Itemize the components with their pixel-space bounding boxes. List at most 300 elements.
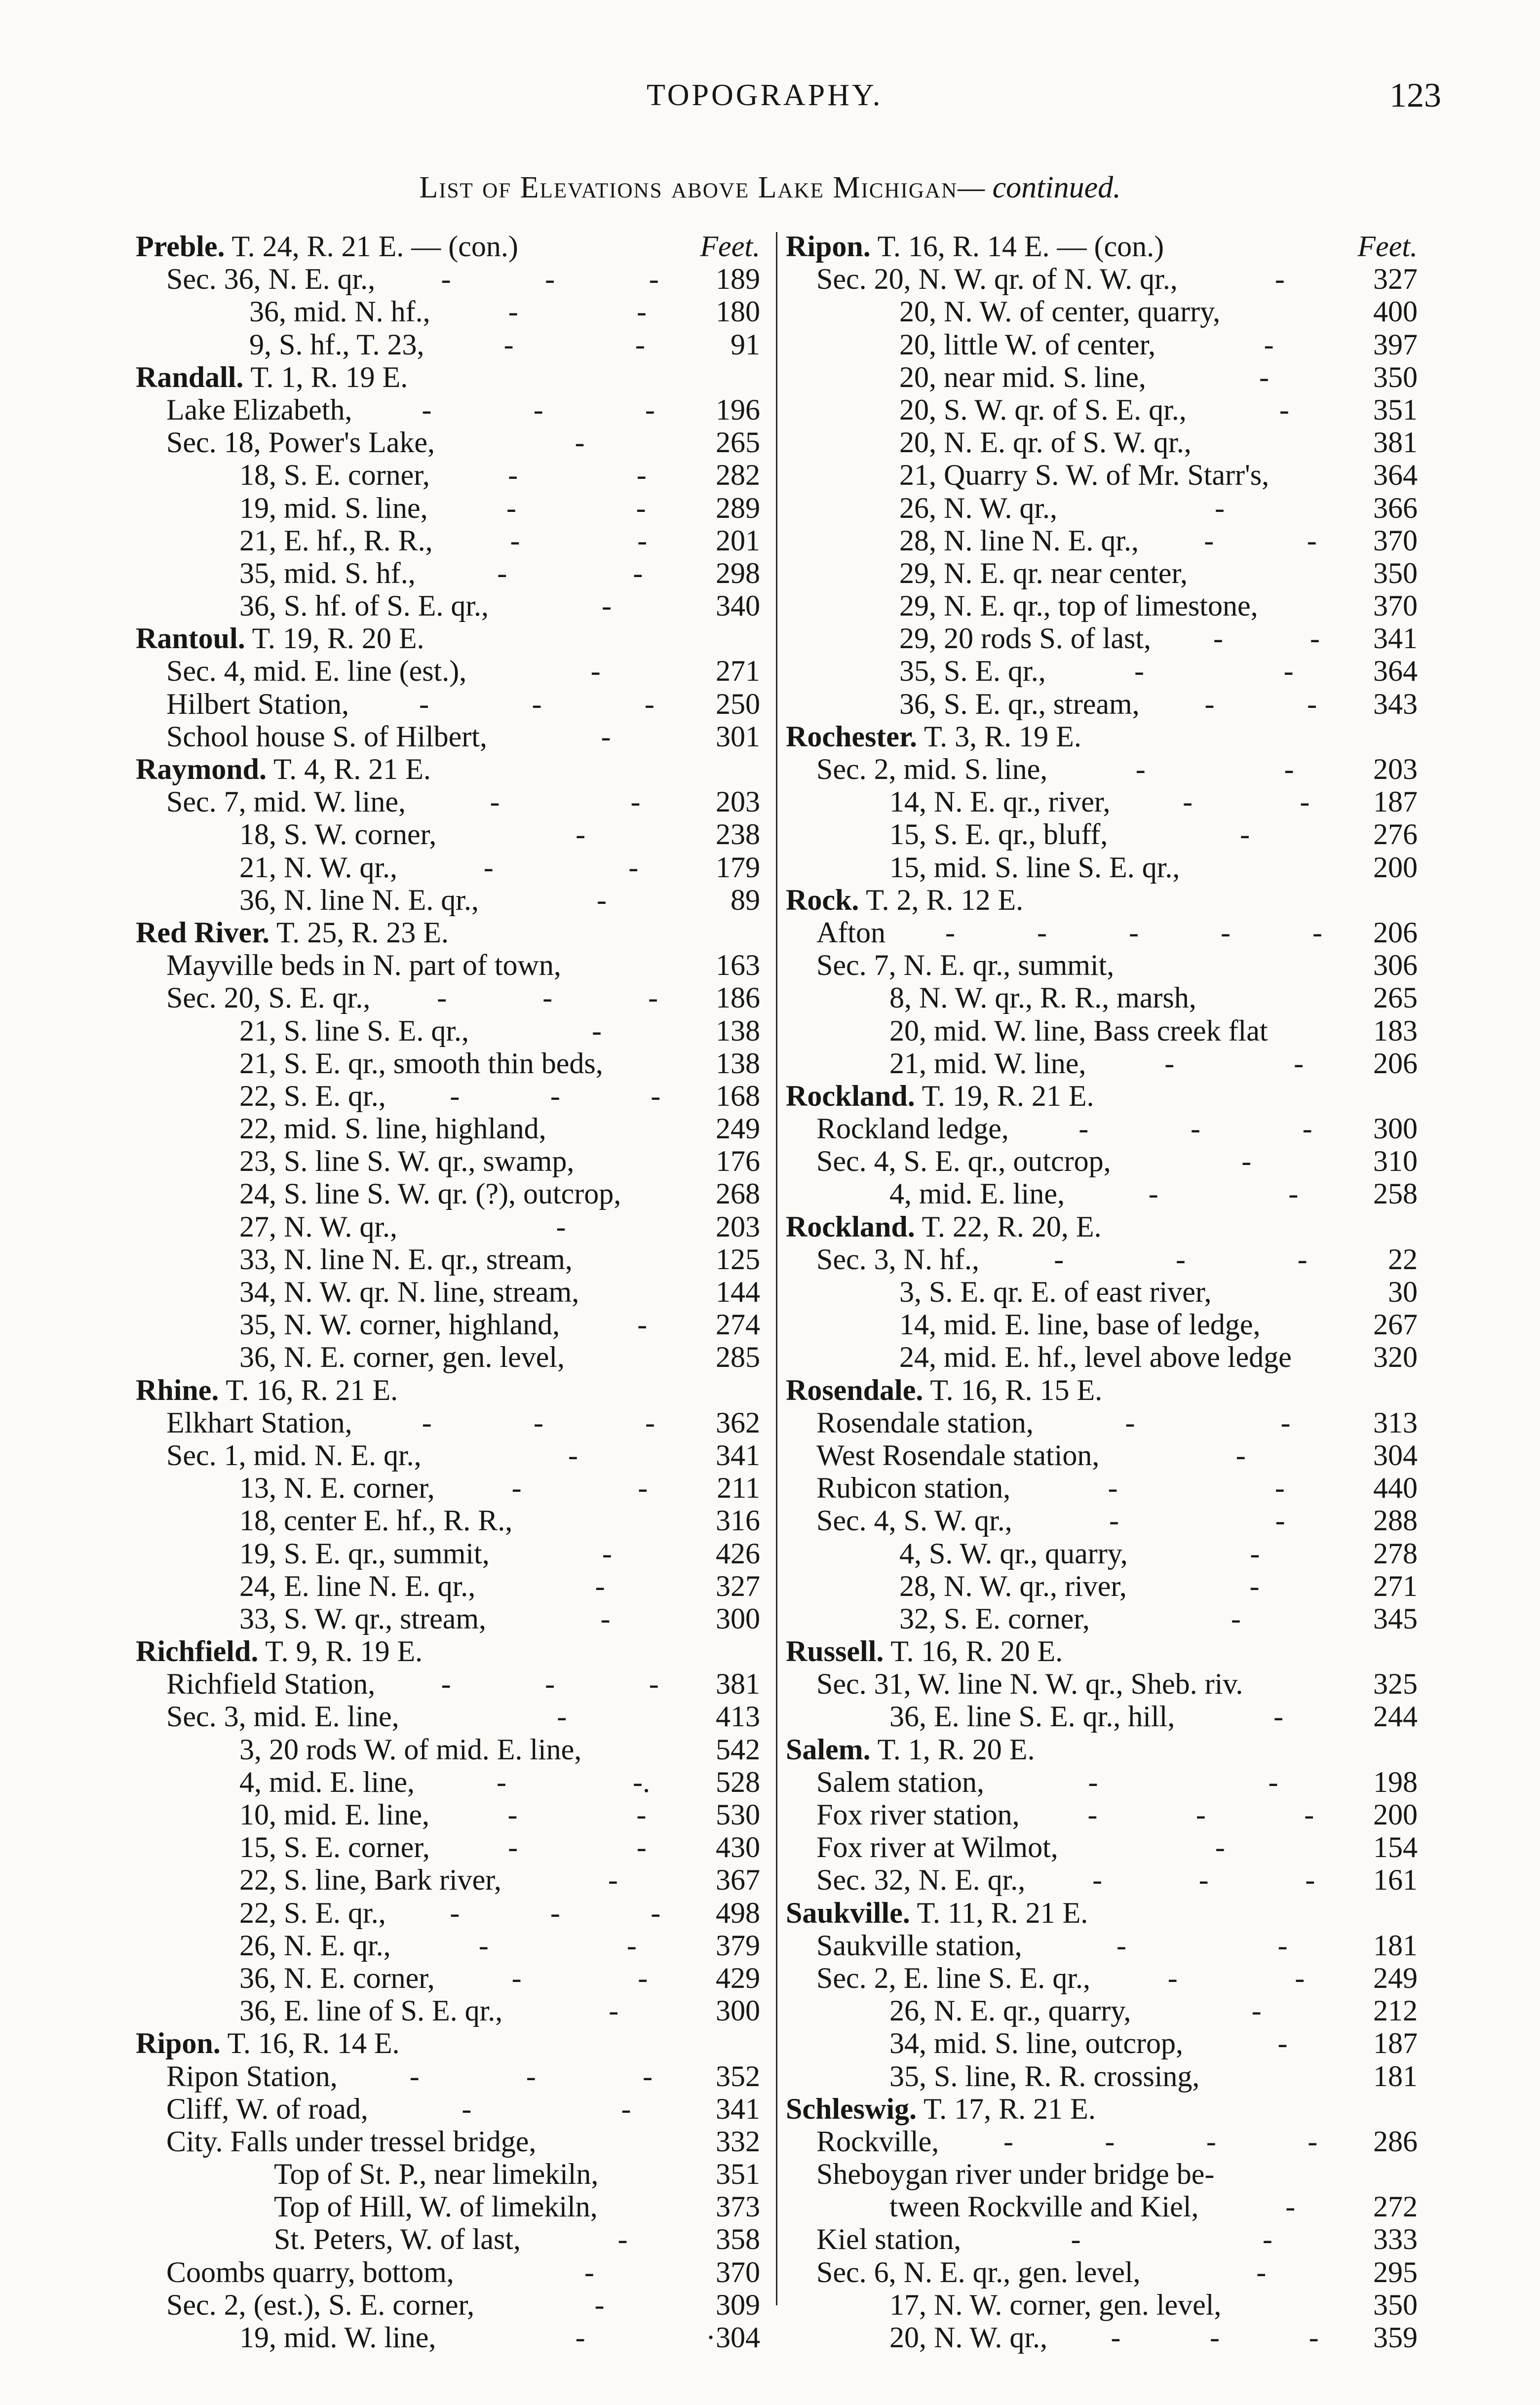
elevation-entry-row [786, 753, 1418, 785]
leader-dash: - [636, 1831, 647, 1864]
location-description: Saukville station, [816, 1929, 1022, 1962]
place-heading [786, 1635, 1063, 1668]
location-description: 28, N. W. qr., river, [899, 1569, 1127, 1602]
elevation-value: 187 [1373, 2027, 1418, 2060]
page-number: 123 [1389, 77, 1441, 115]
elevation-value: 286 [1373, 2125, 1418, 2158]
leader-dash: - [645, 393, 655, 426]
location-description: Rubicon station, [816, 1472, 1011, 1505]
elevation-entry-row [136, 884, 760, 916]
elevation-value: 285 [716, 1341, 760, 1374]
elevation-entry-row [786, 1341, 1418, 1373]
leader-dash: - [1167, 1961, 1178, 1994]
township-range: T. 16, R. 21 E. [219, 1373, 398, 1406]
elevation-value: 267 [1373, 1308, 1418, 1341]
location-description: 9, S. hf., T. 23, [249, 328, 424, 361]
elevation-value: 289 [716, 491, 760, 524]
leader-dash: - [1295, 1961, 1305, 1994]
elevation-value: 212 [1373, 1994, 1418, 2027]
leader-dash: - [576, 818, 586, 851]
leader-dash: - [1215, 491, 1225, 524]
leader-dash: - [617, 2223, 628, 2256]
location-description: 33, S. W. qr., stream, [239, 1602, 487, 1635]
elevation-value: 249 [716, 1112, 760, 1145]
leader-dash: - [592, 1014, 602, 1047]
leader-dash: - [542, 981, 553, 1014]
elevation-value: 352 [716, 2059, 760, 2093]
left-column [136, 230, 760, 2354]
leader-dash: - [1288, 1177, 1299, 1210]
place-heading [786, 1374, 1102, 1406]
location-description: 15, mid. S. line S. E. qr., [889, 851, 1180, 884]
township-range: T. 16, R. 15 E. [923, 1373, 1103, 1406]
location-description: 14, mid. E. line, base of ledge, [899, 1308, 1261, 1341]
place-name: Red River. [136, 916, 270, 949]
elevation-entry-row [786, 1177, 1418, 1210]
elevation-value: 271 [1373, 1569, 1418, 1602]
place-heading-row [136, 916, 760, 949]
elevation-entry-row [136, 1700, 760, 1733]
elevation-value: 400 [1373, 295, 1418, 328]
leader-dash: - [550, 1079, 560, 1112]
elevation-entry-row [136, 1243, 760, 1276]
leader-dash: - [1175, 1242, 1186, 1276]
elevation-value: 341 [716, 1438, 760, 1472]
elevation-value: 181 [1373, 2059, 1418, 2093]
leader-dash: - [651, 1896, 661, 1929]
leader-dash: - [1304, 1798, 1314, 1831]
leader-dash: - [533, 1406, 543, 1439]
elevation-value: 320 [1373, 1341, 1418, 1374]
elevation-value: 30 [1388, 1276, 1418, 1308]
leader-dash: - [1249, 1569, 1260, 1602]
leader-dash: - [1054, 1242, 1064, 1276]
elevation-entry-row [136, 263, 760, 295]
leader-dash: - [1264, 328, 1274, 361]
leader-dash: - [642, 2059, 653, 2093]
elevation-entry-row [786, 916, 1418, 949]
elevation-entry-row [786, 2158, 1418, 2190]
leader-dash: - [507, 1798, 518, 1831]
elevation-value: 429 [716, 1961, 760, 1994]
elevation-entry-row [136, 1439, 760, 1472]
elevation-entry-row [136, 1504, 760, 1537]
elevation-entry-row [136, 1276, 760, 1308]
elevation-entry-row [136, 1210, 760, 1243]
elevation-value: 180 [716, 295, 760, 328]
elevation-entry-row [786, 1766, 1418, 1798]
location-description: 26, N. E. qr., [239, 1929, 391, 1962]
leader-dash: - [1109, 1504, 1119, 1537]
elevation-entry-row [786, 1929, 1418, 1962]
location-description: Kiel station, [816, 2223, 962, 2256]
elevation-value: 332 [716, 2125, 760, 2158]
leader-dash: - [422, 1406, 432, 1439]
leader-dash: - [409, 2059, 420, 2093]
elevation-value: 364 [1373, 655, 1418, 688]
elevation-value: 176 [716, 1145, 760, 1178]
elevation-entry-row [136, 1472, 760, 1504]
leader-dash: - [1241, 1145, 1252, 1178]
place-heading-row [786, 1733, 1418, 1766]
leader-dash: - [638, 1961, 648, 1994]
elevation-value: 203 [716, 785, 760, 818]
location-description: 19, S. E. qr., summit, [239, 1537, 490, 1570]
elevation-entry-row [136, 393, 760, 426]
location-description: Sec. 1, mid. N. E. qr., [166, 1438, 422, 1472]
place-heading-row [786, 1374, 1418, 1406]
elevation-value: 300 [716, 1602, 760, 1635]
elevation-value: 196 [716, 393, 760, 426]
elevation-value: 198 [1373, 1765, 1418, 1798]
elevation-entry-row [136, 818, 760, 851]
leader-dash: - [1277, 1929, 1288, 1962]
place-heading [786, 1897, 1088, 1929]
leader-dash: - [1108, 1472, 1118, 1505]
place-name: Schleswig. [786, 2092, 917, 2125]
elevation-entry-row [136, 1897, 760, 1929]
leader-dash: - [594, 2288, 605, 2321]
place-heading [786, 2093, 1096, 2125]
elevation-value: 359 [1373, 2321, 1418, 2354]
elevation-value: 278 [1373, 1537, 1418, 1570]
elevation-entry-row [786, 2027, 1418, 2059]
location-description: 23, S. line S. W. qr., swamp, [239, 1145, 575, 1178]
leader-dash: - [1204, 524, 1214, 557]
place-heading [136, 230, 518, 263]
leader-dash: - [1262, 2223, 1272, 2256]
elevation-entry-row [136, 949, 760, 981]
location-description: 22, S. E. qr., [239, 1079, 386, 1112]
location-description: 20, little W. of center, [899, 328, 1156, 361]
leader-dash: - [1078, 1112, 1089, 1145]
elevation-value: 327 [716, 1569, 760, 1602]
location-description: Sec. 2, (est.), S. E. corner, [166, 2288, 475, 2321]
location-description: 26, N. W. qr., [899, 491, 1058, 524]
elevation-entry-row [136, 2158, 760, 2190]
elevation-entry-row [136, 1406, 760, 1439]
location-description: 22, S. line, Bark river, [239, 1863, 501, 1897]
leader-dash: - [635, 328, 645, 361]
elevation-value: 250 [716, 687, 760, 720]
elevation-entry-row [786, 818, 1418, 851]
elevation-value: 530 [716, 1798, 760, 1831]
location-description: 35, S. E. qr., [899, 655, 1046, 688]
leader-dash: - [636, 459, 647, 492]
location-description: Afton [816, 916, 886, 949]
elevation-entry-row [136, 1602, 760, 1635]
elevation-value: 364 [1373, 459, 1418, 492]
elevation-value: ·304 [706, 2321, 760, 2354]
leader-dash: - [1235, 1438, 1246, 1472]
location-description: 36, N. E. corner, [239, 1961, 435, 1994]
elevation-entry-row [786, 492, 1418, 524]
location-description: Rockville, [816, 2125, 939, 2158]
leader-dash: - [637, 524, 648, 557]
elevation-value: 310 [1373, 1145, 1418, 1178]
leader-dash: - [621, 2092, 631, 2125]
leader-dash: - [1284, 753, 1294, 785]
elevation-entry-row [786, 688, 1418, 720]
leader-dash: - [1003, 2125, 1013, 2158]
location-description: 21, S. E. qr., smooth thin beds, [239, 1047, 603, 1080]
elevation-value: 362 [716, 1406, 760, 1439]
location-description: Fox river station, [816, 1798, 1020, 1831]
leader-dash: - [550, 1896, 560, 1929]
location-description: 20, N. E. qr. of S. W. qr., [899, 426, 1192, 459]
location-description: 24, E. line N. E. qr., [239, 1569, 476, 1602]
elevation-entry-row [136, 328, 760, 361]
elevation-entry-row [136, 1080, 760, 1112]
elevation-value: 206 [1373, 916, 1418, 949]
leader-dash: - [645, 1406, 655, 1439]
elevation-value: 351 [1373, 393, 1418, 426]
location-description: 21, N. W. qr., [239, 851, 398, 884]
place-name: Randall. [136, 360, 244, 393]
elevation-entry-row [786, 1831, 1418, 1863]
elevation-entry-row [786, 459, 1418, 491]
leader-dash: - [590, 655, 601, 688]
leader-dash: - [636, 491, 646, 524]
location-description: 21, mid. W. line, [889, 1047, 1086, 1080]
leader-dash: - [649, 263, 659, 296]
location-description: Elkhart Station, [166, 1406, 352, 1439]
elevation-value: 144 [716, 1276, 760, 1308]
location-description: 10, mid. E. line, [239, 1798, 429, 1831]
place-heading-row [786, 1080, 1418, 1112]
location-description: City. Falls under tressel bridge, [166, 2125, 537, 2158]
elevation-entry-row [136, 589, 760, 622]
elevation-entry-row [786, 1406, 1418, 1439]
elevation-entry-row [136, 851, 760, 884]
place-heading [136, 361, 408, 393]
running-title: TOPOGRAPHY. [647, 78, 883, 112]
place-name: Russell. [786, 1635, 884, 1668]
elevation-entry-row [786, 1112, 1418, 1145]
leader-dash: - [1277, 2027, 1288, 2060]
location-description: Top of Hill, W. of limekiln, [274, 2190, 598, 2223]
elevation-value: 265 [716, 426, 760, 459]
leader-dash: - [1307, 524, 1317, 557]
location-description: Sec. 7, N. E. qr., summit, [816, 949, 1115, 982]
location-description: 36, E. line of S. E. qr., [239, 1994, 503, 2027]
location-description: 4, S. W. qr., quarry, [899, 1537, 1128, 1570]
place-name: Rosendale. [786, 1373, 924, 1406]
leader-dash: - [595, 1569, 605, 1602]
leader-dash: - [601, 720, 611, 753]
leader-dash: - [478, 1929, 489, 1962]
column-divider [776, 232, 777, 2305]
location-description: 22, S. E. qr., [239, 1896, 386, 1929]
location-description: Hilbert Station, [166, 687, 349, 720]
elevation-value: 298 [716, 556, 760, 589]
location-description: Sec. 2, mid. S. line, [816, 753, 1048, 785]
elevation-value: 301 [716, 720, 760, 753]
township-range: T. 3, R. 19 E. [917, 720, 1081, 753]
location-description: 3, 20 rods W. of mid. E. line, [239, 1733, 582, 1766]
place-heading-row [786, 1210, 1418, 1243]
elevation-entry-row [136, 1962, 760, 1994]
elevation-entry-row [136, 524, 760, 557]
leader-dash: - [1268, 1765, 1278, 1798]
elevation-entry-row [786, 557, 1418, 589]
place-name: Rockland. [786, 1210, 915, 1243]
leader-dash: - [651, 1079, 661, 1112]
elevation-value: 381 [1373, 426, 1418, 459]
location-description: 4, mid. E. line, [889, 1177, 1065, 1210]
place-name: Ripon. [786, 230, 871, 263]
elevation-entry-row [136, 2125, 760, 2158]
elevation-value: 343 [1373, 687, 1418, 720]
leader-dash: - [1274, 1472, 1285, 1505]
leader-dash: - [637, 1308, 648, 1341]
elevation-value: 351 [716, 2158, 760, 2191]
leader-dash: - [1071, 2223, 1081, 2256]
location-description: 28, N. line N. E. qr., [899, 524, 1139, 557]
elevation-value: 200 [1373, 1798, 1418, 1831]
leader-dash: - [1302, 1112, 1312, 1145]
elevation-entry-row [136, 1537, 760, 1570]
leader-dash: - [636, 295, 647, 328]
elevation-value: 138 [716, 1014, 760, 1047]
place-heading-row [786, 2093, 1418, 2125]
location-description: St. Peters, W. of last, [274, 2223, 521, 2256]
elevation-value: 325 [1373, 1668, 1418, 1701]
location-description: 35, N. W. corner, highland, [239, 1308, 560, 1341]
place-heading [786, 1080, 1094, 1112]
leader-dash: - [1195, 1798, 1206, 1831]
leader-dash: - [602, 589, 612, 622]
location-description: Sec. 2, E. line S. E. qr., [816, 1961, 1090, 1994]
location-description: 35, S. line, R. R. crossing, [889, 2059, 1200, 2093]
leader-dash: - [422, 393, 432, 426]
section-heading-continued: — continued. [958, 171, 1121, 204]
leader-dash: - [1148, 1177, 1158, 1210]
elevation-entry-row [786, 1439, 1418, 1472]
elevation-entry-row [786, 1047, 1418, 1080]
location-description: Lake Elizabeth, [166, 393, 352, 426]
leader-dash: - [1297, 1242, 1308, 1276]
elevation-value: 341 [1373, 622, 1418, 655]
leader-dash: - [575, 2321, 585, 2354]
elevation-entry-row [786, 361, 1418, 393]
township-range: T. 25, R. 23 E. [270, 916, 449, 949]
elevation-entry-row [786, 1700, 1418, 1733]
elevation-entry-row [136, 1798, 760, 1831]
location-description: 24, S. line S. W. qr. (?), outcrop, [239, 1177, 621, 1210]
place-heading [136, 753, 431, 785]
location-description: Sec. 7, mid. W. line, [166, 785, 406, 818]
township-range: T. 11, R. 21 E. [910, 1896, 1088, 1929]
elevation-entry-row [136, 785, 760, 818]
elevation-entry-row [786, 2256, 1418, 2289]
place-heading [786, 720, 1081, 753]
elevation-entry-row [136, 1177, 760, 1210]
leader-dash: - [1135, 753, 1146, 785]
elevation-value: 358 [716, 2223, 760, 2256]
place-name: Saukville. [786, 1896, 910, 1929]
place-name: Rockland. [786, 1079, 915, 1112]
elevation-value: 370 [716, 2255, 760, 2289]
elevation-value: 341 [716, 2092, 760, 2125]
elevation-value: 300 [716, 1994, 760, 2027]
elevation-entry-row [786, 1014, 1418, 1047]
leader-dash: - [526, 2059, 536, 2093]
township-range: T. 16, R. 14 E. — (con.) [870, 230, 1164, 263]
elevation-entry-row [136, 2289, 760, 2321]
elevation-entry-row [786, 655, 1418, 687]
elevation-entry-row [136, 720, 760, 753]
location-description: 15, S. E. qr., bluff, [889, 818, 1108, 851]
township-range: T. 16, R. 14 E. [220, 2027, 400, 2060]
leader-dash: - [626, 1929, 637, 1962]
place-heading [136, 1635, 423, 1668]
leader-dash: - [1204, 687, 1215, 720]
place-name: Ripon. [136, 2027, 221, 2060]
location-description: Sec. 32, N. E. qr., [816, 1863, 1026, 1897]
leader-dash: - [496, 1765, 506, 1798]
elevation-entry-row [786, 1472, 1418, 1504]
location-description: Sec. 36, N. E. qr., [166, 263, 376, 296]
place-heading [786, 230, 1164, 263]
place-heading-row [786, 884, 1418, 916]
elevation-entry-row [136, 1831, 760, 1863]
elevation-value: 163 [716, 949, 760, 982]
leader-dash: - [1275, 1504, 1285, 1537]
elevation-value: 373 [716, 2190, 760, 2223]
leader-dash: - [506, 491, 516, 524]
elevation-value: 370 [1373, 524, 1418, 557]
township-range: T. 19, R. 21 E. [915, 1079, 1094, 1112]
elevation-value: 397 [1373, 328, 1418, 361]
location-description: 24, mid. E. hf., level above ledge [899, 1341, 1292, 1374]
elevation-entry-row [786, 2289, 1418, 2321]
elevation-entry-row [786, 1145, 1418, 1177]
location-description: 20, N. W. of center, quarry, [899, 295, 1221, 328]
place-name: Rochester. [786, 720, 918, 753]
elevation-entry-row [786, 1308, 1418, 1341]
elevation-entry-row [786, 1537, 1418, 1570]
place-heading-row [786, 720, 1418, 753]
leader-dash: - [556, 1210, 566, 1243]
place-heading-row [136, 753, 760, 785]
location-description: 36, mid. N. hf., [249, 295, 430, 328]
location-description: 29, N. E. qr., top of limestone, [899, 589, 1258, 622]
elevation-entry-row [786, 949, 1418, 981]
elevation-value: 179 [716, 851, 760, 884]
elevation-entry-row [786, 2223, 1418, 2255]
place-name: Salem. [786, 1733, 871, 1766]
elevation-entry-row [136, 2060, 760, 2093]
elevation-value: 258 [1373, 1177, 1418, 1210]
leader-dash: -. [632, 1765, 650, 1798]
township-range: T. 17, R. 21 E. [917, 2092, 1096, 2125]
elevation-entry-row [136, 1341, 760, 1373]
leader-dash: - [945, 916, 955, 949]
leader-dash: - [1213, 622, 1223, 655]
elevation-entry-row [786, 589, 1418, 622]
elevation-value: 350 [1373, 2288, 1418, 2321]
location-description: 15, S. E. corner, [239, 1831, 430, 1864]
location-description: Sec. 4, mid. E. line (est.), [166, 655, 467, 688]
leader-dash: - [1231, 1602, 1241, 1635]
place-name: Raymond. [136, 753, 267, 785]
elevation-value: 340 [716, 589, 760, 622]
leader-dash: - [508, 459, 518, 492]
place-heading-row [136, 361, 760, 393]
location-description: 34, mid. S. line, outcrop, [889, 2027, 1183, 2060]
leader-dash: - [545, 1668, 555, 1701]
